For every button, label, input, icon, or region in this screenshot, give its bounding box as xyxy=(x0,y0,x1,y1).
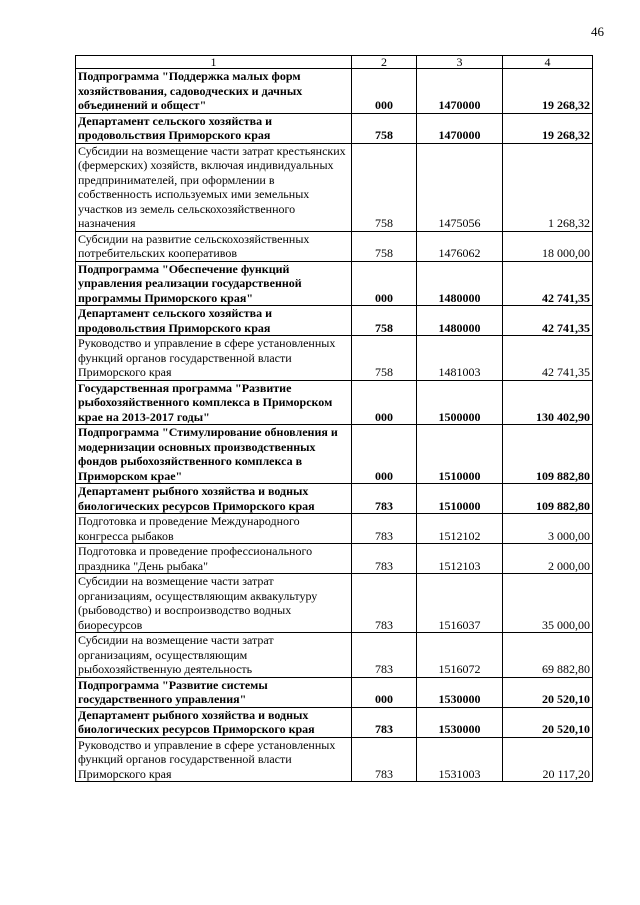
row-code-cell: 783 xyxy=(352,707,417,737)
row-amount-cell: 18 000,00 xyxy=(503,231,593,261)
row-name-cell: Подпрограмма "Развитие системы государственного управления" xyxy=(76,677,352,707)
row-code-cell: 783 xyxy=(352,574,417,633)
row-code-cell: 783 xyxy=(352,514,417,544)
row-amount-cell: 42 741,35 xyxy=(503,336,593,381)
row-code-cell: 000 xyxy=(352,380,417,425)
row-code-cell: 000 xyxy=(352,261,417,306)
row-target-cell: 1470000 xyxy=(417,69,503,114)
row-name-cell: Департамент рыбного хозяйства и водных биологических ресурсов Приморского края xyxy=(76,484,352,514)
row-target-cell: 1530000 xyxy=(417,707,503,737)
row-code-cell: 783 xyxy=(352,484,417,514)
table-header-row xyxy=(76,56,593,69)
row-name-cell: Подпрограмма "Поддержка малых форм хозяйствования, садоводческих и дачных объединений и общест" xyxy=(76,69,352,114)
table-row xyxy=(76,677,593,707)
table-row xyxy=(76,231,593,261)
row-amount-cell: 19 268,32 xyxy=(503,113,593,143)
row-code-cell: 000 xyxy=(352,69,417,114)
row-name-cell: Подготовка и проведение профессионального праздника "День рыбака" xyxy=(76,544,352,574)
row-amount-cell: 42 741,35 xyxy=(503,306,593,336)
row-name-cell: Департамент рыбного хозяйства и водных биологических ресурсов Приморского края xyxy=(76,707,352,737)
row-target-cell: 1470000 xyxy=(417,113,503,143)
row-name-cell: Подпрограмма "Обеспечение функций управления реализации государственной программы Приморского края" xyxy=(76,261,352,306)
row-target-cell: 1512102 xyxy=(417,514,503,544)
row-amount-cell: 2 000,00 xyxy=(503,544,593,574)
table-row xyxy=(76,69,593,114)
table-row xyxy=(76,514,593,544)
table-row xyxy=(76,574,593,633)
row-amount-cell: 1 268,32 xyxy=(503,143,593,231)
row-name-cell: Субсидии на возмещение части затрат организациям, осуществляющим рыбохозяйственную деятельность xyxy=(76,633,352,678)
row-amount-cell: 69 882,80 xyxy=(503,633,593,678)
page-number: 46 xyxy=(591,24,604,39)
row-code-cell: 758 xyxy=(352,231,417,261)
row-amount-cell: 109 882,80 xyxy=(503,425,593,484)
row-code-cell: 758 xyxy=(352,143,417,231)
header-cell: 2 xyxy=(352,56,417,69)
table-row xyxy=(76,336,593,381)
table-row xyxy=(76,544,593,574)
row-code-cell: 000 xyxy=(352,677,417,707)
row-name-cell: Подпрограмма "Стимулирование обновления и модернизации основных производственных фондов рыбохозяйственного комплекса в Приморском крае" xyxy=(76,425,352,484)
row-amount-cell: 19 268,32 xyxy=(503,69,593,114)
table-row xyxy=(76,143,593,231)
row-amount-cell: 42 741,35 xyxy=(503,261,593,306)
row-code-cell: 000 xyxy=(352,425,417,484)
row-target-cell: 1512103 xyxy=(417,544,503,574)
row-amount-cell: 20 520,10 xyxy=(503,677,593,707)
table-row xyxy=(76,737,593,782)
row-target-cell: 1500000 xyxy=(417,380,503,425)
row-name-cell: Субсидии на возмещение части затрат организациям, осуществляющим аквакультуру (рыбоводство) и воспроизводство водных биоресурсов xyxy=(76,574,352,633)
row-amount-cell: 20 520,10 xyxy=(503,707,593,737)
row-code-cell: 783 xyxy=(352,737,417,782)
table-row xyxy=(76,113,593,143)
table-row xyxy=(76,633,593,678)
row-target-cell: 1510000 xyxy=(417,484,503,514)
row-code-cell: 758 xyxy=(352,113,417,143)
row-amount-cell: 20 117,20 xyxy=(503,737,593,782)
row-target-cell: 1480000 xyxy=(417,261,503,306)
row-name-cell: Государственная программа "Развитие рыбохозяйственного комплекса в Приморском крае на 2013-2017 годы" xyxy=(76,380,352,425)
row-amount-cell: 35 000,00 xyxy=(503,574,593,633)
row-amount-cell: 109 882,80 xyxy=(503,484,593,514)
row-target-cell: 1531003 xyxy=(417,737,503,782)
table-row xyxy=(76,380,593,425)
row-target-cell: 1516037 xyxy=(417,574,503,633)
row-target-cell: 1476062 xyxy=(417,231,503,261)
row-name-cell: Подготовка и проведение Международного конгресса рыбаков xyxy=(76,514,352,544)
row-target-cell: 1516072 xyxy=(417,633,503,678)
row-name-cell: Департамент сельского хозяйства и продовольствия Приморского края xyxy=(76,113,352,143)
header-cell: 1 xyxy=(76,56,352,69)
row-name-cell: Руководство и управление в сфере установленных функций органов государственной власти Приморского края xyxy=(76,336,352,381)
row-code-cell: 783 xyxy=(352,544,417,574)
row-target-cell: 1530000 xyxy=(417,677,503,707)
row-name-cell: Субсидии на развитие сельскохозяйственных потребительских кооперативов xyxy=(76,231,352,261)
row-name-cell: Руководство и управление в сфере установленных функций органов государственной власти Приморского края xyxy=(76,737,352,782)
row-amount-cell: 130 402,90 xyxy=(503,380,593,425)
row-target-cell: 1480000 xyxy=(417,306,503,336)
row-amount-cell: 3 000,00 xyxy=(503,514,593,544)
row-target-cell: 1481003 xyxy=(417,336,503,381)
row-target-cell: 1510000 xyxy=(417,425,503,484)
table-row xyxy=(76,707,593,737)
table-row xyxy=(76,306,593,336)
row-code-cell: 783 xyxy=(352,633,417,678)
row-code-cell: 758 xyxy=(352,306,417,336)
row-name-cell: Департамент сельского хозяйства и продовольствия Приморского края xyxy=(76,306,352,336)
table-row xyxy=(76,425,593,484)
row-code-cell: 758 xyxy=(352,336,417,381)
row-name-cell: Субсидии на возмещение части затрат крестьянских (фермерских) хозяйств, включая индивидуальных предпринимателей, при оформлении в собственность используемых ими земельных участков из земель сельскохозяйственного назначения xyxy=(76,143,352,231)
header-cell: 4 xyxy=(503,56,593,69)
table-row xyxy=(76,484,593,514)
table-row xyxy=(76,261,593,306)
budget-table xyxy=(75,55,593,782)
header-cell: 3 xyxy=(417,56,503,69)
row-target-cell: 1475056 xyxy=(417,143,503,231)
